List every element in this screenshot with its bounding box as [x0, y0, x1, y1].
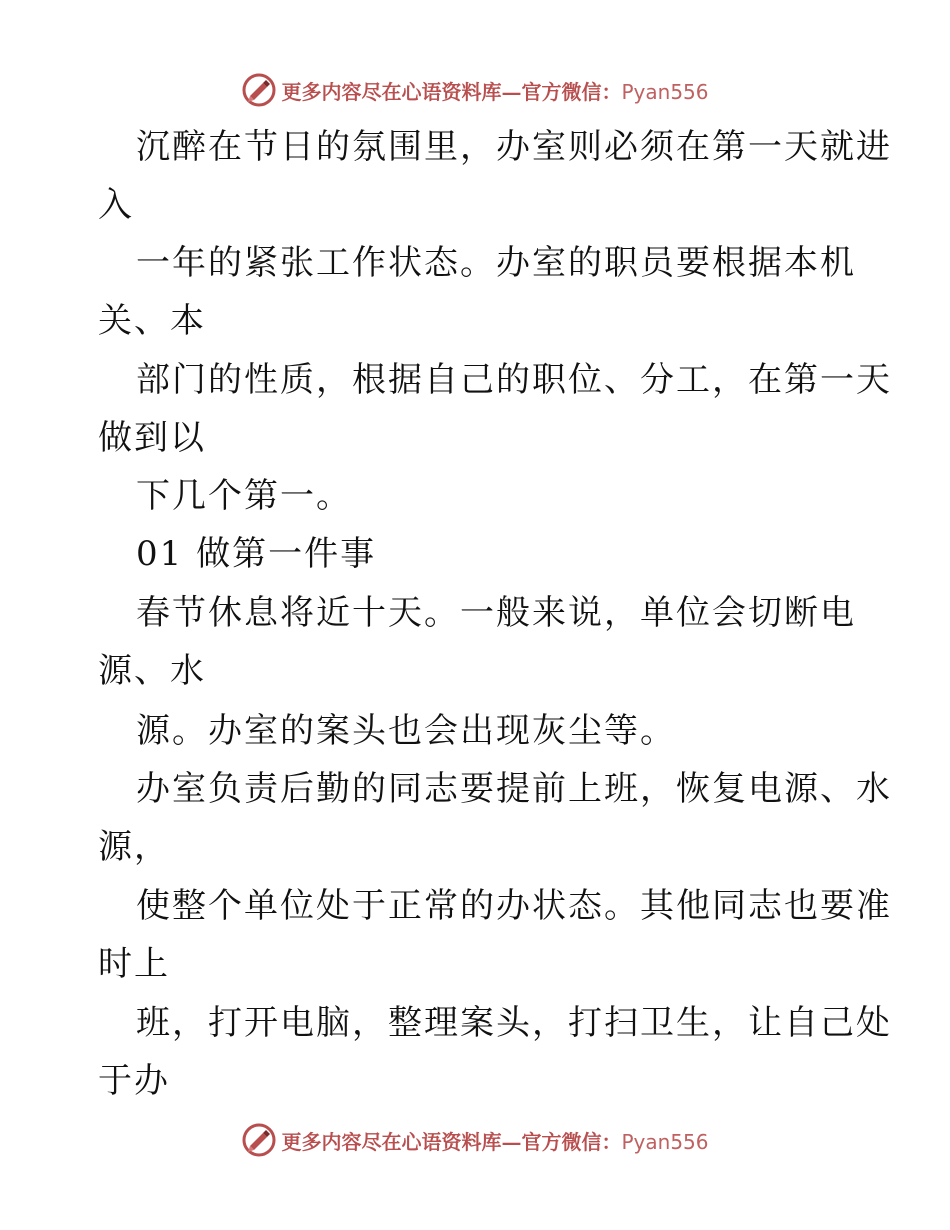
body-line: 做到以	[98, 418, 206, 458]
pen-logo-icon	[241, 1122, 277, 1158]
header-watermark	[0, 70, 950, 110]
body-line: 一年的紧张工作状态。办室的职员要根据本机	[136, 243, 856, 283]
body-line: 源。办室的案头也会出现灰尘等。	[136, 711, 676, 751]
body-line: 办室负责后勤的同志要提前上班，恢复电源、水	[136, 769, 892, 809]
body-line: 使整个单位处于正常的办状态。其他同志也要准	[136, 886, 892, 926]
body-line: 班，打开电脑，整理案头，打扫卫生，让自己处	[136, 1003, 892, 1043]
body-line: 关、本	[98, 301, 206, 341]
footer-watermark	[0, 1120, 950, 1160]
body-line: 源、水	[98, 651, 206, 691]
watermark-text: 更多内容尽在心语资料库—官方微信：Pyan556	[281, 79, 709, 104]
watermark-text: 更多内容尽在心语资料库—官方微信：Pyan556	[281, 1129, 709, 1154]
body-line: 下几个第一。	[136, 476, 352, 516]
body-line: 沉醉在节日的氛围里，办室则必须在第一天就进	[136, 127, 892, 167]
body-line: 于办	[98, 1061, 170, 1101]
section-heading: 01 做第一件事	[136, 534, 377, 574]
pen-logo-icon	[241, 72, 277, 108]
body-line: 入	[98, 185, 134, 225]
body-line: 源，	[98, 827, 170, 867]
body-line: 春节休息将近十天。一般来说，单位会切断电	[136, 593, 856, 633]
body-line: 时上	[98, 944, 170, 984]
body-line: 部门的性质，根据自己的职位、分工，在第一天	[136, 360, 892, 400]
